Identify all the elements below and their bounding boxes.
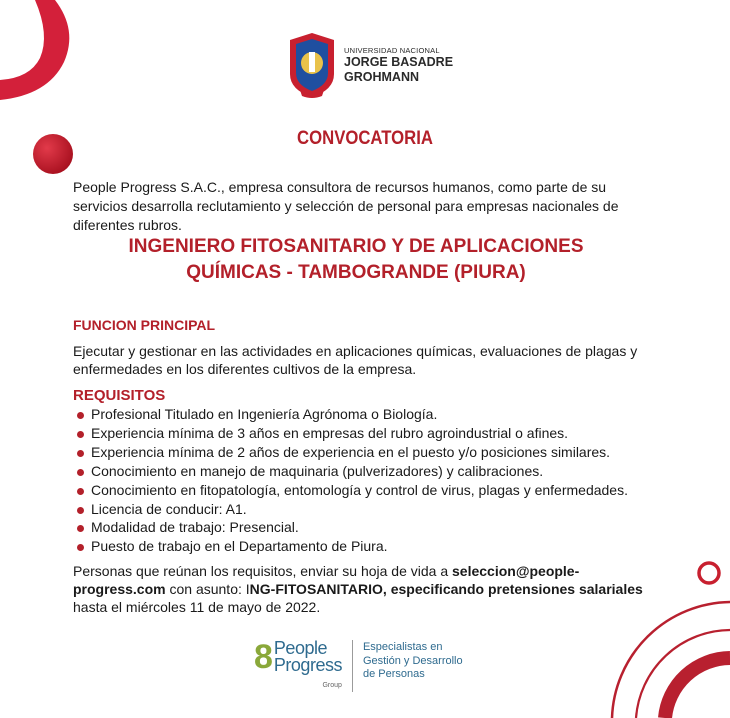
list-item — [73, 500, 628, 519]
closing-text-3: hasta el miércoles 11 de mayo de 2022. — [73, 599, 321, 615]
university-name-line2: JORGE BASADRE — [344, 55, 454, 70]
requisitos-heading: REQUISITOS — [73, 387, 166, 404]
bullet-icon — [77, 450, 84, 457]
bullet-icon — [77, 525, 84, 532]
list-item-text: Experiencia mínima de 3 años en empresas del rubro agroindustrial o afines. — [91, 424, 569, 441]
brand-sub: Group — [322, 682, 342, 689]
list-item — [73, 518, 628, 537]
logo-divider — [352, 640, 353, 692]
list-item — [73, 424, 628, 443]
bullet-icon — [77, 412, 84, 419]
funcion-heading: FUNCION PRINCIPAL — [73, 317, 216, 333]
list-item — [73, 537, 628, 556]
university-name-line1: UNIVERSIDAD NACIONAL — [344, 45, 440, 55]
funcion-text: Ejecutar y gestionar en las actividades en aplicaciones químicas, evaluaciones de plagas y enfermedades en los diferentes cultivos de la empresa. — [73, 343, 638, 377]
list-item-text: Conocimiento en manejo de maquinaria (pulverizadores) y calibraciones. — [91, 462, 544, 479]
list-item-text: Profesional Titulado en Ingeniería Agrónoma o Biología. — [91, 406, 438, 422]
top-left-arc-decoration — [0, 0, 80, 110]
list-item-text: Experiencia mínima de 2 años de experiencia en el puesto y/o posiciones similares. — [91, 443, 611, 460]
tagline-line2: Gestión y Desarrollo — [362, 654, 463, 667]
list-item — [73, 443, 628, 462]
bullet-icon — [77, 488, 84, 495]
intro-paragraph: People Progress S.A.C., empresa consultora de recursos humanos, como parte de su servicios desarrolla reclutamiento y selección de personal para empresas nacionales de diferentes rubros. — [73, 179, 619, 233]
contact-email: seleccion@people-progress.com — [73, 563, 580, 597]
bullet-icon — [77, 507, 84, 514]
closing-paragraph — [73, 562, 658, 616]
bullet-icon — [77, 431, 84, 438]
university-crest-icon — [286, 30, 338, 100]
brand-line2: Progress — [273, 655, 342, 675]
list-item-text: Licencia de conducir: A1. — [91, 500, 247, 517]
job-title — [0, 234, 712, 286]
list-item — [73, 481, 628, 500]
bullet-icon — [77, 469, 84, 476]
job-title-line1: INGENIERO FITOSANITARIO Y DE APLICACIONES — [128, 236, 584, 257]
job-title-line2: QUÍMICAS - TAMBOGRANDE (PIURA) — [186, 262, 526, 283]
list-item-text: Modalidad de trabajo: Presencial. — [91, 519, 299, 536]
closing-text-1: Personas que reúnan los requisitos, enviar su hoja de vida a — [73, 563, 453, 579]
people-progress-mark-icon: 8 — [254, 638, 273, 676]
requisitos-list — [73, 405, 628, 556]
small-ring-decoration — [694, 558, 724, 588]
bullet-icon — [77, 544, 84, 551]
email-subject: NG-FITOSANITARIO, especificando pretensiones salariales — [249, 581, 643, 597]
closing-text-2: con asunto: I — [165, 581, 250, 597]
tagline-line1: Especialistas en — [362, 641, 443, 653]
list-item-text: Puesto de trabajo en el Departamento de Piura. — [91, 538, 388, 555]
tagline-line3: de Personas — [362, 668, 425, 680]
list-item-text: Conocimiento en fitopatología, entomología y control de virus, plagas y enfermedades. — [91, 481, 628, 498]
list-item — [73, 405, 628, 424]
brand-line1: People — [273, 638, 327, 658]
page-title: CONVOCATORIA — [297, 128, 433, 149]
university-name-line3: GROHMANN — [344, 69, 419, 84]
university-logo — [286, 30, 453, 100]
people-progress-logo — [254, 640, 463, 694]
bottom-right-arcs-decoration — [590, 600, 730, 718]
list-item — [73, 462, 628, 481]
